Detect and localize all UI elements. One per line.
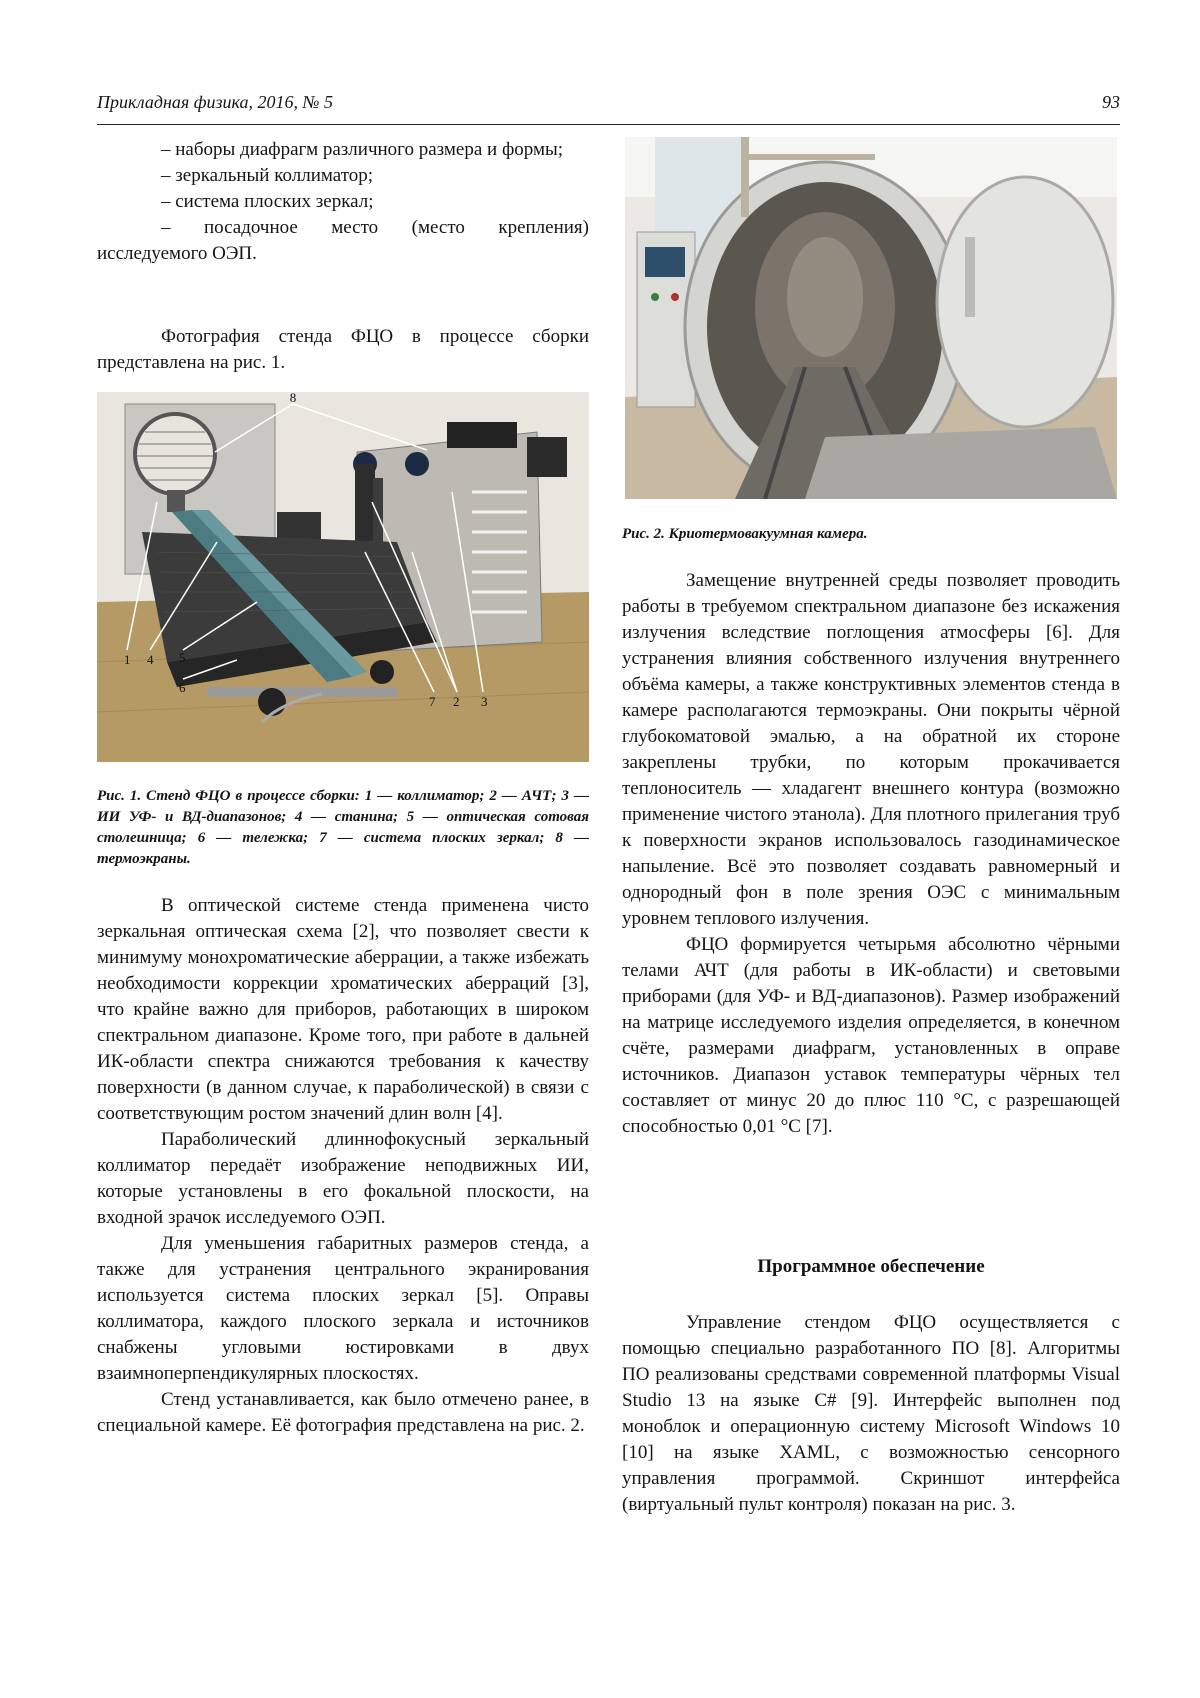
header-rule (97, 124, 1120, 125)
running-header (97, 92, 1120, 118)
cryovacuum-chamber-illustration (625, 137, 1117, 499)
equipment-list (97, 137, 589, 267)
figure-2-caption: Рис. 2. Криотермовакуумная камера. (622, 526, 868, 542)
list-item: – посадочное место (место крепления) исследуемого ОЭП. (97, 217, 589, 264)
left-body-text (97, 893, 589, 1439)
paragraph: ФЦО формируется четырьмя абсолютно чёрными телами АЧТ (для работы в ИК-области) и световыми приборами (для УФ- и ВД-диапазонов). Размер изображений на матрице исследуемого изделия определяется, в конечном счёте, размерами диафрагм, установленных в оправе источников. Диапазон уставок температуры чёрных тел составляет от минус 20 до плюс 110 °С, с разрешающей способностью 0,01 °С [7]. (622, 934, 1120, 1137)
paragraph: Параболический длиннофокусный зеркальный коллиматор передаёт изображение неподвижных ИИ, которые установлены в его фокальной плоскости, на входной зрачок исследуемого ОЭП. (97, 1129, 589, 1228)
label-5: 5 (179, 650, 186, 665)
figure-2-photo (625, 137, 1117, 499)
figure-1-caption: Рис. 1. Стенд ФЦО в процессе сборки: 1 — коллиматор; 2 — АЧТ; 3 — ИИ УФ- и ВД-диапазонов; 4 — станина; 5 — оптическая сотовая столешница; 6 — тележка; 7 — система плоских зеркал; 8 — термоэкраны. (97, 788, 589, 867)
page-number: 93 (1102, 92, 1120, 112)
paragraph: Стенд устанавливается, как было отмечено ранее, в специальной камере. Её фотография представлена на рис. 2. (97, 1389, 589, 1436)
software-section-text (622, 1310, 1120, 1518)
list-item: – зеркальный коллиматор; (161, 165, 374, 186)
label-3: 3 (481, 694, 488, 709)
label-2: 2 (453, 694, 460, 709)
label-6: 6 (179, 680, 186, 695)
label-4: 4 (147, 652, 154, 667)
right-body-text (622, 568, 1120, 1140)
paragraph: Фотография стенда ФЦО в процессе сборки представлена на рис. 1. (97, 326, 589, 373)
stand-assembly-illustration (97, 392, 589, 762)
label-8: 8 (289, 392, 297, 405)
paragraph: Управление стендом ФЦО осуществляется с помощью специально разработанного ПО [8]. Алгоритмы ПО реализованы средствами современной платформы Visual Studio 13 на языке С# [9]. Интерфейс выполнен под моноблок и операционную систему Microsoft Windows 10 [10] на языке XAML, с возможностью сенсорного управления программой. Скриншот интерфейса (виртуальный пульт контроля) показан на рис. 3. (622, 1312, 1120, 1515)
photo-intro-paragraph (97, 324, 589, 376)
label-7: 7 (429, 694, 436, 709)
list-item: – наборы диафрагм различного размера и формы; (161, 139, 564, 160)
paragraph: Для уменьшения габаритных размеров стенда, а также для устранения центрального экранирования используется система плоских зеркал [5]. Оправы коллиматора, каждого плоского зеркала и источников снабжены угловыми юстировками в двух взаимноперпендикулярных плоскостях. (97, 1233, 589, 1384)
label-1: 1 (124, 652, 131, 667)
journal-title: Прикладная физика, 2016, № 5 (97, 92, 333, 112)
list-item: – система плоских зеркал; (161, 191, 374, 212)
section-heading: Программное обеспечение (757, 1256, 985, 1277)
figure-1-photo (97, 392, 589, 762)
paragraph: Замещение внутренней среды позволяет проводить работы в требуемом спектральном диапазоне без искажения излучения вследствие поглощения атмосферы [6]. Для устранения влияния собственного излучения внутреннего объёма камеры, а также конструктивных элементов стенда в камере располагаются термоэкраны. Они покрыты чёрной глубокоматовой эмалью, а на обратной их стороне закреплены трубки, по которым прокачивается теплоноситель — хладагент внешнего контура (возможно применение чистого этанола). Для плотного прилегания труб к поверхности экранов использовалось газодинамическое напыление. Всё это позволяет создавать равномерный и однородный фон в поле зрения ОЭС с минимальным уровнем теплового излучения. (622, 570, 1120, 929)
paragraph: В оптической системе стенда применена чисто зеркальная оптическая схема [2], что позволяет свести к минимуму монохроматические аберрации, а также избежать необходимости коррекции хроматических аберраций [3], что крайне важно для приборов, работающих в широком спектральном диапазоне. Кроме того, при работе в дальней ИК-области спектра снижаются требования к качеству поверхности (в данном случае, к параболической) в связи с соответствующим ростом значений длин волн [4]. (97, 895, 589, 1124)
